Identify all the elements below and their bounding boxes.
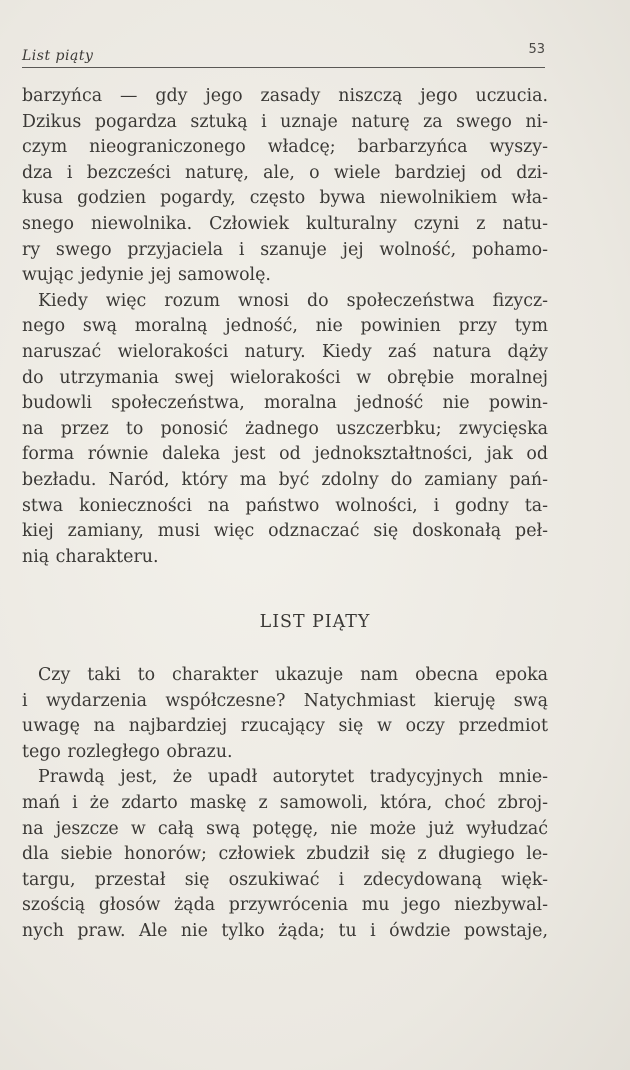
text-line: snego niewolnika. Człowiek kulturalny czyni z natu- xyxy=(22,213,548,234)
text-line: barzyńca — gdy jego zasady niszczą jego uczucia. xyxy=(22,86,548,106)
text-line: uwagę na najbardziej rzucający się w oczy przedmiot xyxy=(22,716,548,737)
text-line: ry swego przyjaciela i szanuje jej wolność, pohamo- xyxy=(22,239,548,260)
text-line: i wydarzenia współczesne? Natychmiast kieruję swą xyxy=(22,690,548,711)
text-line: mań i że zdarto maskę z samowoli, która, choć zbroj- xyxy=(22,792,548,813)
text-line: bezładu. Naród, który ma być zdolny do zamiany pań- xyxy=(22,469,548,490)
section-heading: LIST PIĄTY xyxy=(259,612,371,632)
text-line: nych praw. Ale nie tylko żąda; tu i ówdzie powstaje, xyxy=(22,920,548,941)
text-line: do utrzymania swej wielorakości w obrębie moralnej xyxy=(22,367,548,388)
text-line: Kiedy więc rozum wnosi do społeczeństwa fizycz- xyxy=(38,290,548,311)
body-text-continued xyxy=(22,84,548,570)
text-line: szością głosów żąda przywrócenia mu jego niezbywal- xyxy=(22,895,548,916)
text-line: nią charakteru. xyxy=(22,546,159,567)
text-line: czym nieograniczonego władcę; barbarzyńca wyszy- xyxy=(22,137,548,158)
text-line: na jeszcze w całą swą potęgę, nie może już wyłudzać xyxy=(22,818,548,839)
body-text-letter-five xyxy=(22,663,548,945)
text-line: tego rozległego obrazu. xyxy=(22,741,233,762)
page-number: 53 xyxy=(528,42,545,57)
text-line: forma równie daleka jest od jednokształtności, jak od xyxy=(22,444,548,465)
text-line: dza i bezcześci naturę, ale, o wiele bardziej od dzi- xyxy=(22,162,548,183)
text-line: targu, przestał się oszukiwać i zdecydowaną więk- xyxy=(22,869,548,890)
text-line: kusa godzien pogardy, często bywa niewolnikiem wła- xyxy=(22,188,548,209)
text-line: Czy taki to charakter ukazuje nam obecna epoka xyxy=(38,665,548,685)
header-rule xyxy=(22,67,545,68)
text-line: kiej zamiany, musi więc odznaczać się doskonałą peł- xyxy=(22,521,548,542)
text-line: dla siebie honorów; człowiek zbudził się z długiego le- xyxy=(22,844,548,865)
text-line: stwa konieczności na państwo wolności, i godny ta- xyxy=(22,495,548,516)
text-line: na przez to ponosić żadnego uszczerbku; zwycięska xyxy=(22,418,548,439)
text-line: budowli społeczeństwa, moralna jedność nie powin- xyxy=(22,393,548,414)
text-line: wując jedynie jej samowolę. xyxy=(22,265,271,286)
text-line: Prawdą jest, że upadł autorytet tradycyjnych mnie- xyxy=(38,767,548,788)
running-head-title: List piąty xyxy=(22,48,94,64)
running-head xyxy=(22,40,545,68)
text-line: nego swą moralną jedność, nie powinien przy tym xyxy=(22,316,548,337)
text-line: naruszać wielorakości natury. Kiedy zaś natura dąży xyxy=(22,341,548,362)
text-line: Dzikus pogardza sztuką i uznaje naturę za swego ni- xyxy=(22,111,548,132)
